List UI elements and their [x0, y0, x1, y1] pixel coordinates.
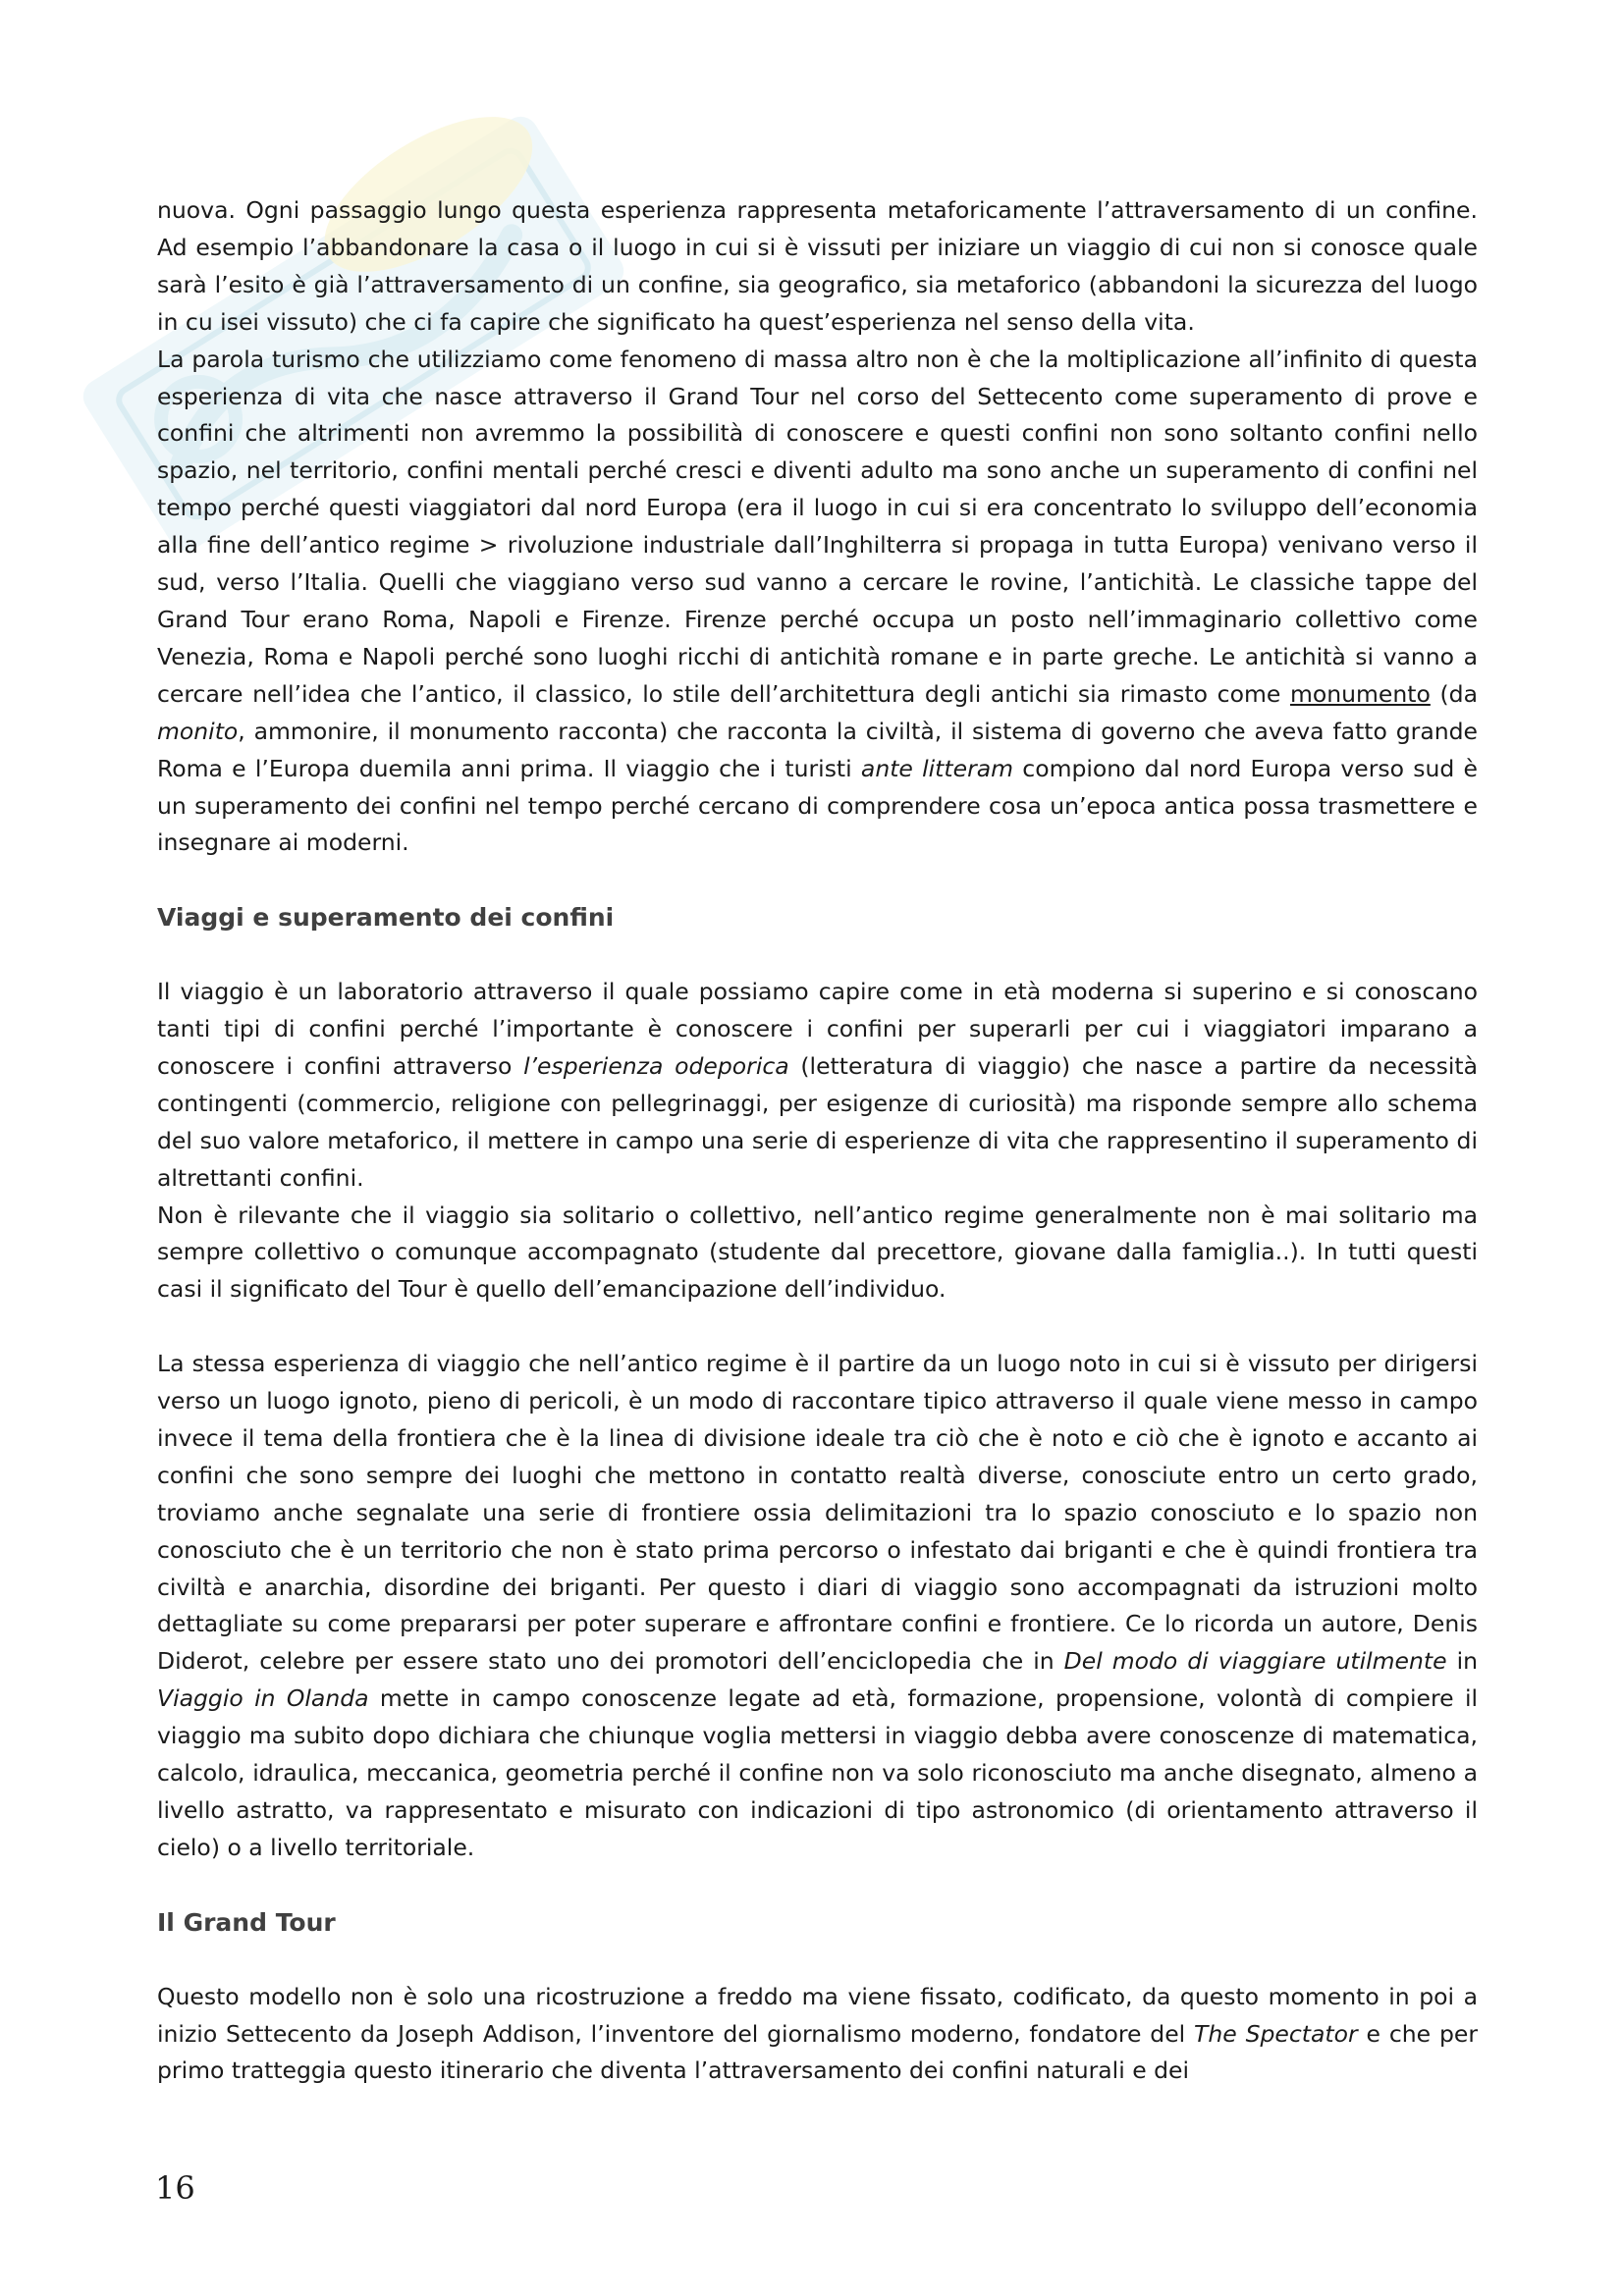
p5-italic-viaggio-olanda: Viaggio in Olanda: [157, 1684, 369, 1713]
p2-italic-ante-litteram: ante litteram: [860, 754, 1014, 782]
spacer: [157, 936, 1478, 974]
paragraph-2: [157, 342, 1478, 863]
paragraph-5: [157, 1346, 1478, 1867]
spacer: [157, 862, 1478, 899]
page-number: 16: [155, 2169, 195, 2207]
p2-text-d: compiono dal nord Europa verso sud è un superamento dei confini nel tempo perché cercano di comprendere cosa un’epoca antica possa trasmettere e insegnare ai moderni.: [157, 754, 1478, 857]
p5-text-a: La stessa esperienza di viaggio che nell’antico regime è il partire da un luogo noto in cui si è vissuto per dirigersi verso un luogo ignoto, pieno di pericoli, è un modo di raccontare tipico attraverso il quale viene messo in campo invece il tema della frontiera che è la linea di divisione ideale tra ciò che è noto e ciò che è ignoto e accanto ai confini che sono sempre dei luoghi che mettono in contatto realtà diverse, conosciute entro un certo grado, troviamo anche segnalate una serie di frontiere ossia delimitazioni tra lo spazio conosciuto e lo spazio non conosciuto che è un territorio che non è stato prima percorso o infestato dai briganti e che è quindi frontiera tra civiltà e anarchia, disordine dei briganti. Per questo i diari di viaggio sono accompagnati da istruzioni molto dettagliate su come prepararsi per poter superare e affrontare confini e frontiere. Ce lo ricorda un autore, Denis Diderot, celebre per essere stato uno dei promotori dell’enciclopedia che in: [157, 1350, 1478, 1676]
spacer: [157, 1867, 1478, 1904]
p2-underlined-monumento: monumento: [1289, 679, 1431, 708]
spacer: [157, 1942, 1478, 1979]
p6-text-b: e che per primo tratteggia questo itinerario che diventa l’attraversamento dei confini naturali e dei: [157, 2019, 1478, 2085]
paragraph-4: Non è rilevante che il viaggio sia solitario o collettivo, nell’antico regime generalmente non è mai solitario ma sempre collettivo o comunque accompagnato (studente dal precettore, giovane dalla famiglia..). In tutti questi casi il significato del Tour è quello dell’emancipazione dell’individuo.: [157, 1201, 1478, 1304]
p2-text-c: , ammonire, il monumento racconta) che racconta la civiltà, il sistema di governo che aveva fatto grande Roma e l’Europa duemila anni prima. Il viaggio che i turisti: [157, 717, 1478, 782]
section-heading-viaggi: Viaggi e superamento dei confini: [157, 903, 615, 933]
p3-italic-odeporica: l’esperienza odeporica: [523, 1051, 789, 1080]
p6-italic-spectator: The Spectator: [1194, 2019, 1358, 2048]
p3-text-a: Il viaggio è un laboratorio attraverso il quale possiamo capire come in età moderna si superino e si conoscano tanti tipi di confini perché l’importante è conoscere i confini per superarli per cui i viaggiatori imparano a conoscere i confini attraverso: [157, 978, 1478, 1080]
p2-text-a: La parola turismo che utilizziamo come fenomeno di massa altro non è che la moltiplicazione all’infinito di questa esperienza di vita che nasce attraverso il Grand Tour nel corso del Settecento come superamento di prove e confini che altrimenti non avremmo la possibilità di conoscere e questi confini non sono soltanto confini nello spazio, nel territorio, confini mentali perché cresci e diventi adulto ma sono anche un superamento di confini nel tempo perché questi viaggiatori dal nord Europa (era il luogo in cui si era concentrato lo sviluppo dell’economia alla fine dell’antico regime > rivoluzione industriale dall’Inghilterra si propaga in tutta Europa) venivano verso il sud, verso l’Italia. Quelli che viaggiano verso sud vanno a cercare le rovine, l’antichità. Le classiche tappe del Grand Tour erano Roma, Napoli e Firenze. Firenze perché occupa un posto nell’immaginario collettivo come Venezia, Roma e Napoli perché sono luoghi ricchi di antichità romane e in parte greche. Le antichità si vanno a cercare nell’idea che l’antico, il classico, lo stile dell’architettura degli antichi sia rimasto come: [157, 345, 1478, 708]
paragraph-6: [157, 1979, 1478, 2091]
paragraph-1: nuova. Ogni passaggio lungo questa esperienza rappresenta metaforicamente l’attraversamento di un confine. Ad esempio l’abbandonare la casa o il luogo in cui si è vissuti per iniziare un viaggio di cui non si conosce quale sarà l’esito è già l’attraversamento di un confine, sia geografico, sia metaforico (abbandoni la sicurezza del luogo in cu isei vissuto) che ci fa capire che significato ha quest’esperienza nel senso della vita.: [157, 196, 1478, 336]
p2-text-b: (da: [1430, 679, 1478, 708]
p6-text-a: Questo modello non è solo una ricostruzione a freddo ma viene fissato, codificato, da questo momento in poi a inizio Settecento da Joseph Addison, l’inventore del giornalismo moderno, fondatore del: [157, 1982, 1478, 2048]
section-heading-grand-tour: Il Grand Tour: [157, 1907, 336, 1937]
p5-text-b: in: [1446, 1647, 1479, 1676]
paragraph-3: [157, 974, 1478, 1197]
p5-text-c: mette in campo conoscenze legate ad età, formazione, propensione, volontà di compiere il viaggio ma subito dopo dichiara che chiunque voglia mettersi in viaggio debba avere conoscenze di matematica, calcolo, idraulica, meccanica, geometria perché il confine non va solo riconosciuto ma anche disegnato, almeno a livello astratto, va rappresentato e misurato con indicazioni di tipo astronomico (di orientamento attraverso il cielo) o a livello territoriale.: [157, 1684, 1478, 1861]
p2-italic-monito: monito: [157, 717, 239, 745]
p5-italic-del-modo: Del modo di viaggiare utilmente: [1063, 1647, 1447, 1676]
p3-text-b: (letteratura di viaggio) che nasce a partire da necessità contingenti (commercio, religione con pellegrinaggi, per esigenze di curiosità) ma risponde sempre allo schema del suo valore metaforico, il mettere in campo una serie di esperienze di vita che rappresentino il superamento di altrettanti confini.: [157, 1051, 1478, 1192]
page-content: [157, 192, 1478, 2090]
spacer: [157, 1308, 1478, 1346]
